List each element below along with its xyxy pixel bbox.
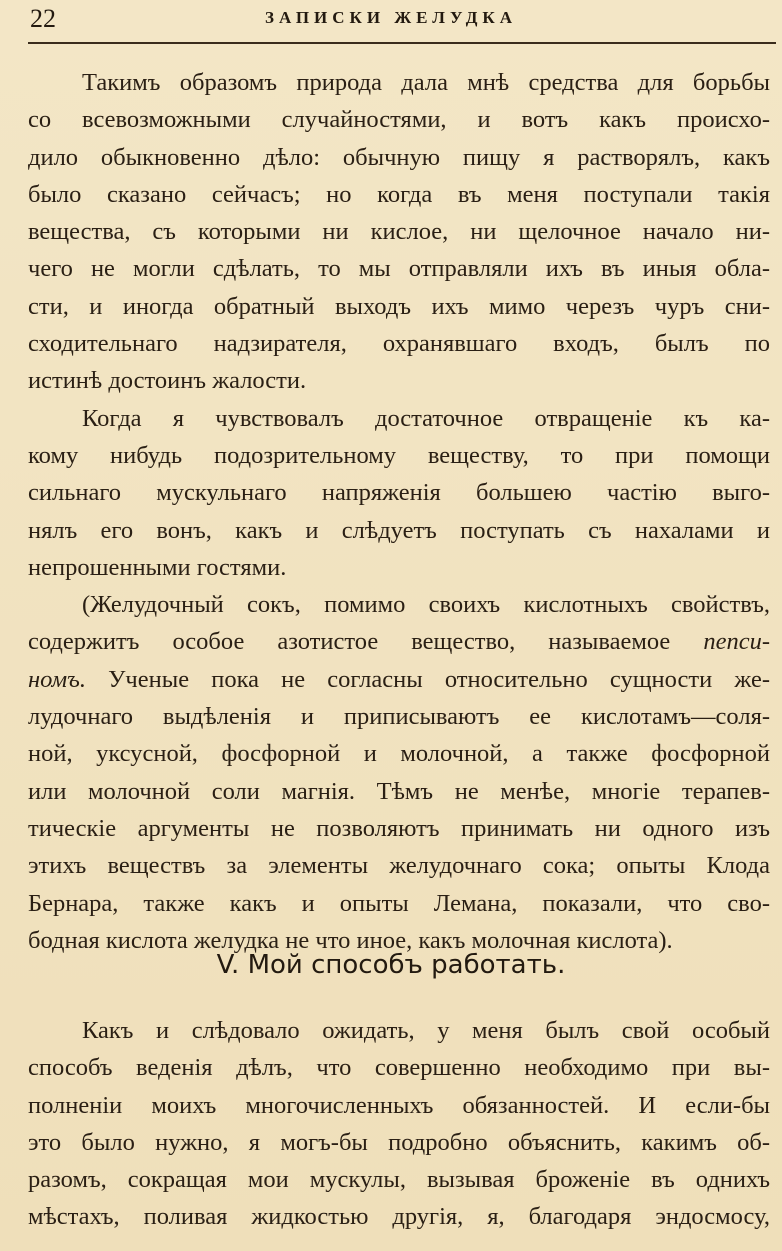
text-line [28,623,770,660]
text-line: лудочнаго выдѣленія и приписываютъ ее кислотамъ—соля- [28,703,770,731]
text-fragment: содержитъ особое азотистое вещество, называемое [28,628,704,656]
body-text-upper [28,64,770,959]
text-line: непрошенными гостями. [28,553,287,581]
text-line: разомъ, сокращая мои мускулы, вызывая броженіе въ однихъ [28,1166,770,1194]
body-text-lower [28,1012,770,1236]
text-line: или молочной соли магнія. Тѣмъ не менѣе, многіе терапев- [28,777,770,805]
text-line: тическіе аргументы не позволяютъ принимать ни одного изъ [28,814,770,842]
text-fragment: Ученые пока не согласны относительно сущности же- [85,665,770,693]
italic-term: пепси- [703,628,770,656]
text-line: мѣстахъ, поливая жидкостью другія, я, благодаря эндосмосу, [28,1203,770,1231]
text-line: Бернара, также какъ и опыты Лемана, показали, что сво- [28,889,770,917]
text-line: кому нибудь подозрительному веществу, то при помощи [28,441,770,469]
text-line: полненіи моихъ многочисленныхъ обязанностей. И если-бы [28,1091,770,1119]
text-line [28,661,770,698]
text-line: сходительнаго надзирателя, охранявшаго входъ, былъ по [28,330,770,358]
text-line: (Желудочный сокъ, помимо своихъ кислотныхъ свойствъ, [82,591,770,619]
page-header [0,4,782,38]
text-line: чего не могли сдѣлать, то мы отправляли ихъ въ иныя обла- [28,255,770,283]
text-line: со всевозможными случайностями, и вотъ какъ происхо- [28,106,770,134]
text-line: Такимъ образомъ природа дала мнѣ средства для борьбы [82,69,770,96]
text-line: ной, уксусной, фосфорной и молочной, а также фосфорной [28,740,770,768]
section-heading: V. Мой способъ работать. [216,950,566,980]
text-line: было сказано сейчасъ; но когда въ меня поступали такія [28,180,770,208]
text-line: Какъ и слѣдовало ожидать, у меня былъ свой особый [82,1017,770,1044]
text-line: нялъ его вонъ, какъ и слѣдуетъ поступать съ нахалами и [28,516,770,544]
text-line: бодная кислота желудка не что иное, какъ молочная кислота). [28,926,673,954]
text-line: этихъ веществъ за элементы желудочнаго сока; опыты Клода [28,852,770,880]
running-head: ЗАПИСКИ ЖЕЛУДКА [265,8,517,27]
text-line: способъ веденія дѣлъ, что совершенно необходимо при вы- [28,1054,770,1082]
page-number: 22 [30,4,56,33]
text-line: вещества, съ которыми ни кислое, ни щелочное начало ни- [28,218,770,246]
text-line: сти, и иногда обратный выходъ ихъ мимо черезъ чуръ сни- [28,292,770,320]
text-line: это было нужно, я могъ-бы подробно объяснить, какимъ об- [28,1128,770,1156]
text-line: Когда я чувствовалъ достаточное отвращеніе къ ка- [82,404,770,432]
italic-term: номъ. [28,665,86,693]
header-rule [28,42,776,44]
text-line: истинѣ достоинъ жалости. [28,367,307,395]
text-line: сильнаго мускульнаго напряженія большею частію выго- [28,479,770,507]
text-line: дило обыкновенно дѣло: обычную пищу я растворялъ, какъ [28,143,770,171]
